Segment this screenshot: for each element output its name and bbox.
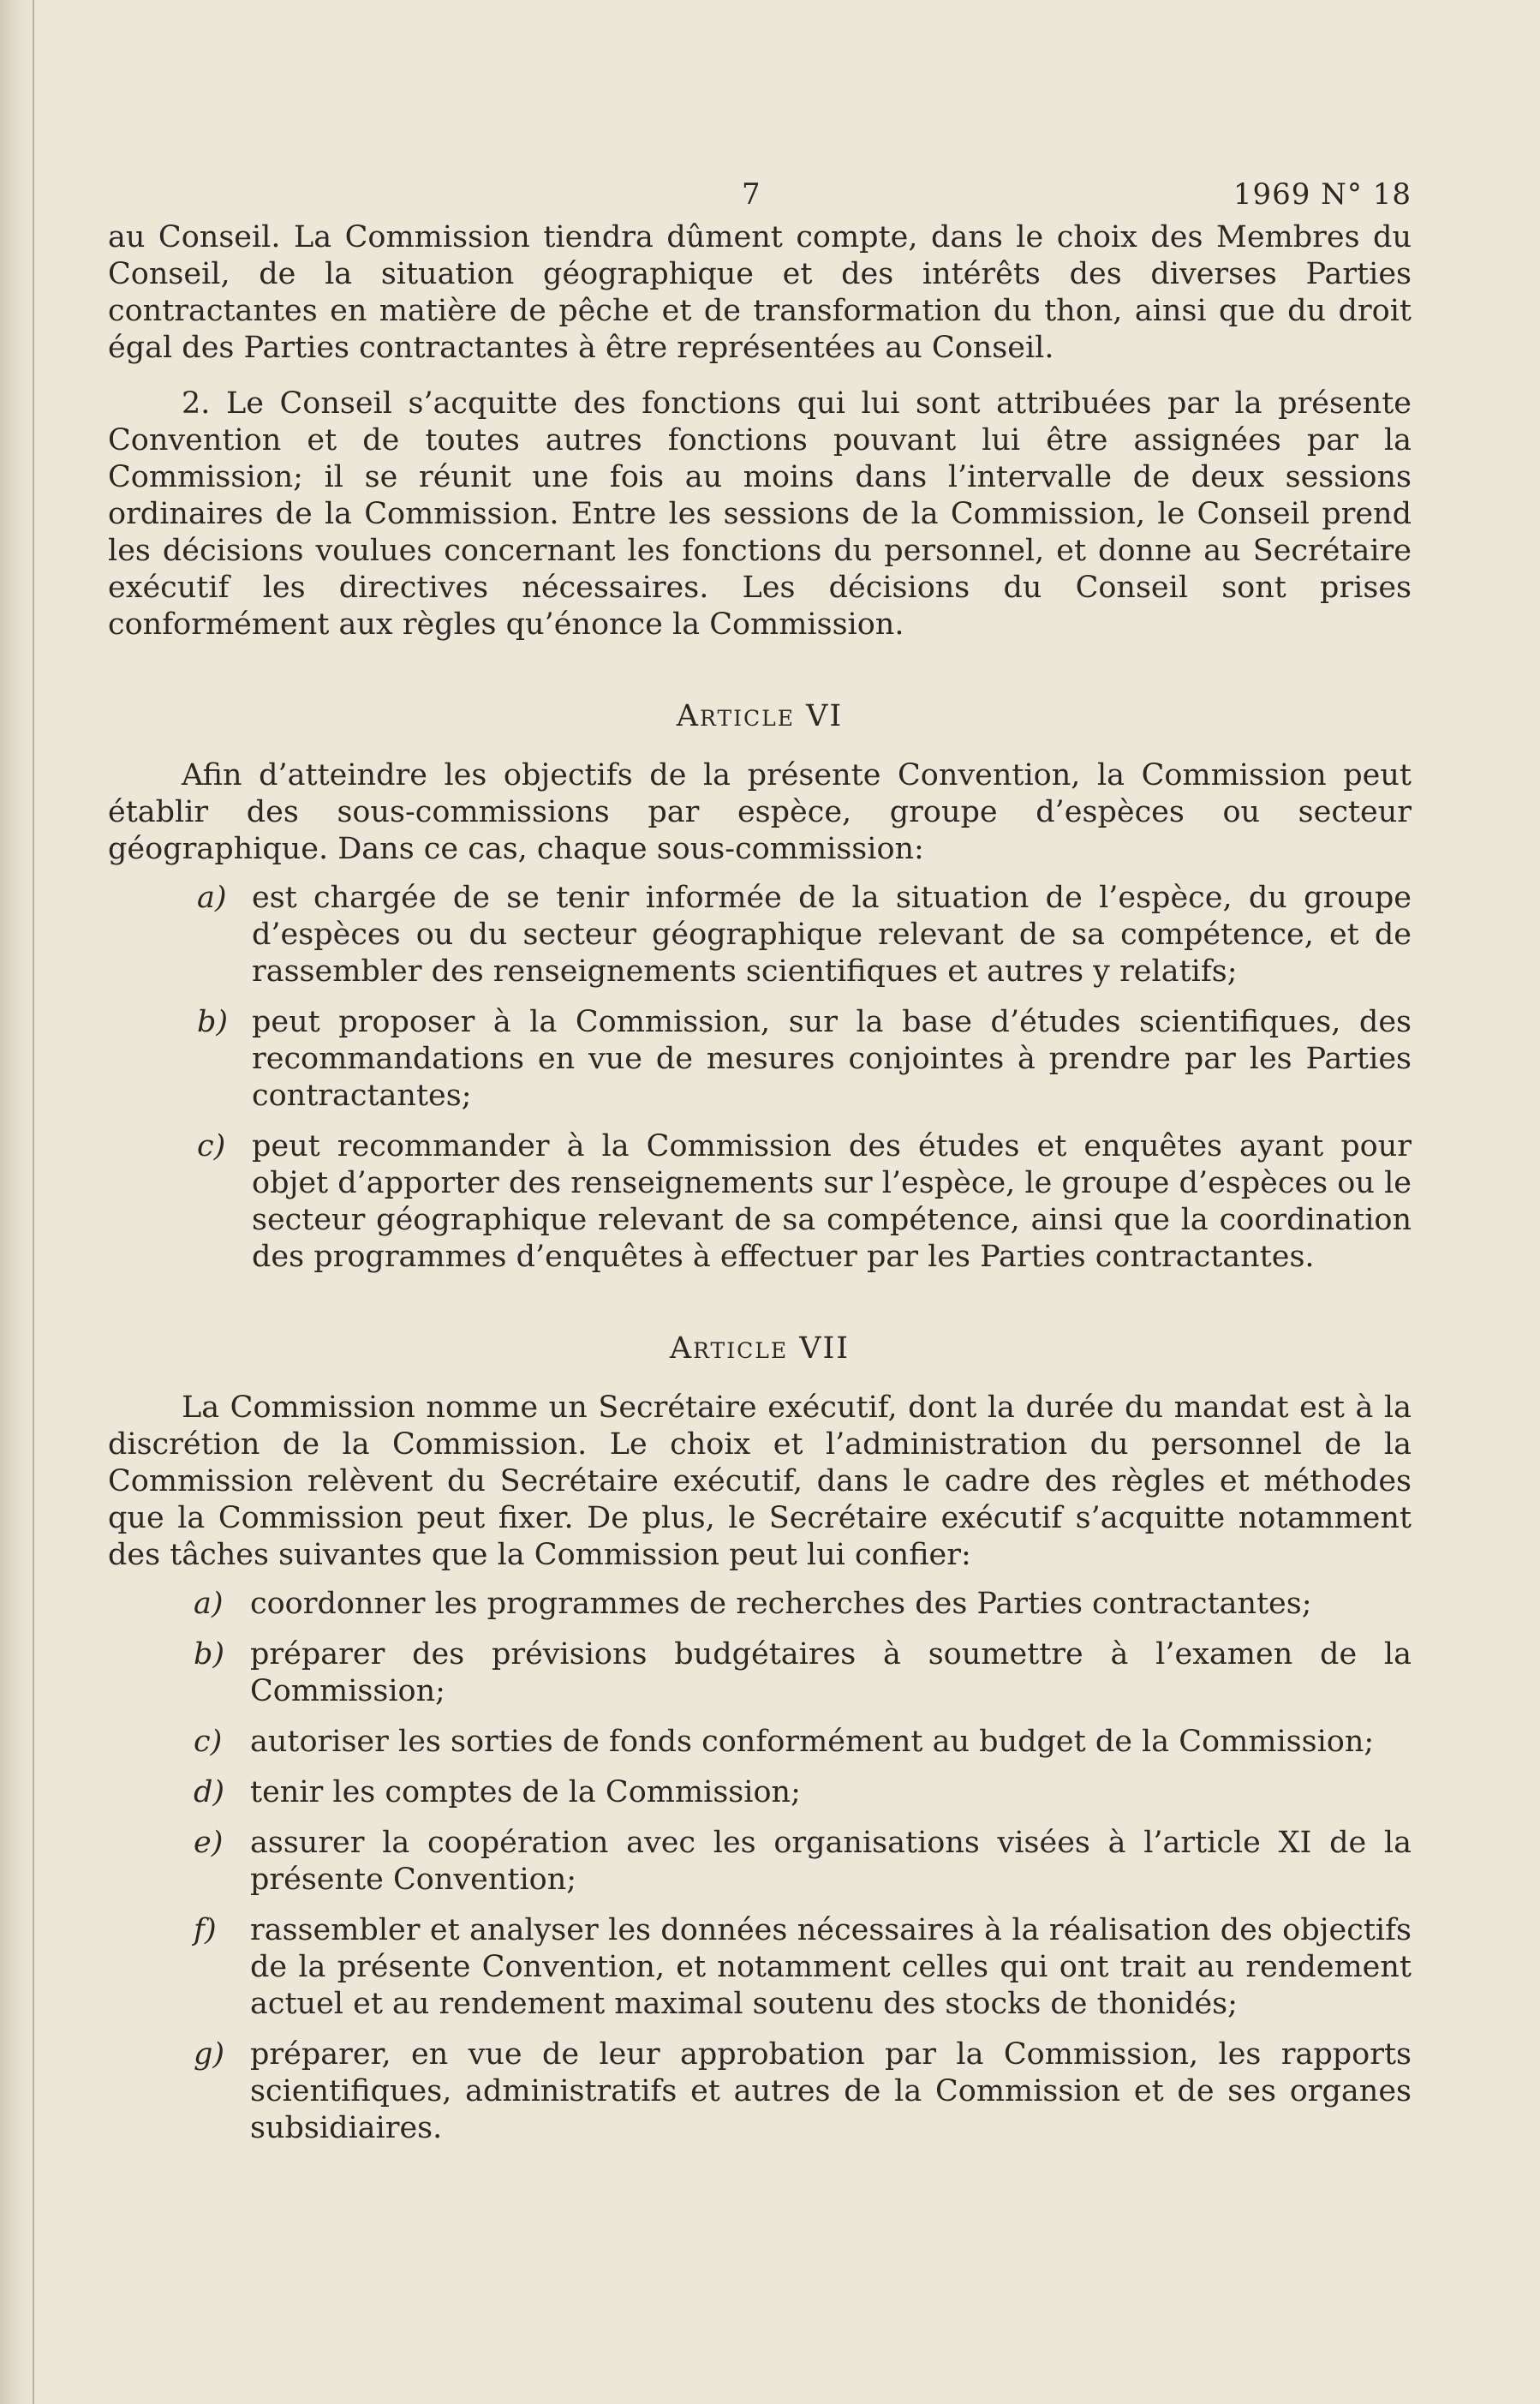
item-label: b) <box>194 1637 225 1671</box>
item-text: préparer des prévisions budgétaires à soumettre à l’examen de la Commission; <box>250 1637 1412 1708</box>
paragraph-2: 2. Le Conseil s’acquitte des fonctions qui lui sont attribuées par la présente Convention et de toutes autres fonctions pouvant lui être assignées par la Commission; il se réunit une fois au moins dans l’intervalle de deux sessions ordinaires de la Commission. Entre les sessions de la Commission, le Conseil prend les décisions voulues concernant les fonctions du personnel, et donne au Secrétaire exécutif les directives nécessaires. Les décisions du Conseil sont prises conformément aux règles qu’énonce la Commission. <box>108 386 1412 642</box>
list-item <box>108 1128 1412 1276</box>
item-text: rassembler et analyser les données nécessaires à la réalisation des objectifs de la présente Convention, et notamment celles qui ont trait au rendement actuel et au rendement maximal soutenu des stocks de thonidés; <box>250 1913 1412 2021</box>
item-label: c) <box>194 1725 223 1759</box>
item-label: b) <box>197 1005 229 1039</box>
item-label: c) <box>197 1129 226 1163</box>
list-item <box>108 1912 1412 2023</box>
list-item <box>108 1825 1412 1899</box>
page-binding-edge <box>0 0 36 2404</box>
article-7-heading: Article VII <box>669 1331 851 1366</box>
item-label: d) <box>194 1775 225 1809</box>
list-item <box>108 1636 1412 1710</box>
list-item <box>108 2036 1412 2147</box>
page-number: 7 <box>742 177 761 212</box>
article-7-list <box>108 1586 1412 2147</box>
item-text: assurer la coopération avec les organisations visées à l’article XI de la présente Convention; <box>250 1826 1412 1897</box>
article-6-list <box>108 880 1412 1276</box>
item-text: préparer, en vue de leur approbation par la Commission, les rapports scientifiques, administratifs et autres de la Commission et de ses organes subsidiaires. <box>250 2037 1412 2145</box>
item-text: est chargée de se tenir informée de la situation de l’espèce, du groupe d’espèces ou du secteur géographique relevant de sa compétence, et de rassembler des renseignements scientifiques et autres y relatifs; <box>252 881 1412 989</box>
article-6-heading: Article VI <box>676 699 844 733</box>
item-text: peut proposer à la Commission, sur la base d’études scientifiques, des recommandations en vue de mesures conjointes à prendre par les Parties contractantes; <box>252 1005 1412 1113</box>
continuation-paragraph: au Conseil. La Commission tiendra dûment compte, dans le choix des Membres du Conseil, de la situation géographique et des intérêts des diverses Parties contractantes en matière de pêche et de transformation du thon, ainsi que du droit égal des Parties contractantes à être représentées au Conseil. <box>108 220 1412 365</box>
list-item <box>108 1774 1412 1811</box>
list-item <box>108 1586 1412 1623</box>
list-item <box>108 1004 1412 1115</box>
item-label: g) <box>194 2037 225 2072</box>
item-label: f) <box>194 1913 217 1947</box>
item-text: peut recommander à la Commission des études et enquêtes ayant pour objet d’apporter des renseignements sur l’espèce, le groupe d’espèces ou le secteur géographique relevant de sa compétence, ainsi que la coordination des programmes d’enquêtes à effectuer par les Parties contractantes. <box>252 1129 1412 1274</box>
item-label: a) <box>197 881 227 915</box>
issue-reference: 1969 N° 18 <box>1233 177 1412 212</box>
list-item <box>108 1724 1412 1761</box>
article-7-intro: La Commission nomme un Secrétaire exécutif, dont la durée du mandat est à la discrétion de la Commission. Le choix et l’administration du personnel de la Commission relèvent du Secrétaire exécutif, dans le cadre des règles et méthodes que la Commission peut fixer. De plus, le Secrétaire exécutif s’acquitte notamment des tâches suivantes que la Commission peut lui confier: <box>108 1390 1412 1572</box>
list-item <box>108 880 1412 990</box>
item-label: e) <box>194 1826 224 1860</box>
item-text: tenir les comptes de la Commission; <box>250 1775 801 1809</box>
item-text: autoriser les sorties de fonds conformément au budget de la Commission; <box>250 1725 1375 1759</box>
binding-line <box>33 0 34 2404</box>
document-page <box>108 168 1412 2161</box>
article-6-intro: Afin d’atteindre les objectifs de la présente Convention, la Commission peut établir des sous-commissions par espèce, groupe d’espèces ou secteur géographique. Dans ce cas, chaque sous-commission: <box>108 758 1412 866</box>
running-header <box>108 168 1412 219</box>
item-text: coordonner les programmes de recherches des Parties contractantes; <box>250 1587 1312 1621</box>
item-label: a) <box>194 1587 224 1621</box>
